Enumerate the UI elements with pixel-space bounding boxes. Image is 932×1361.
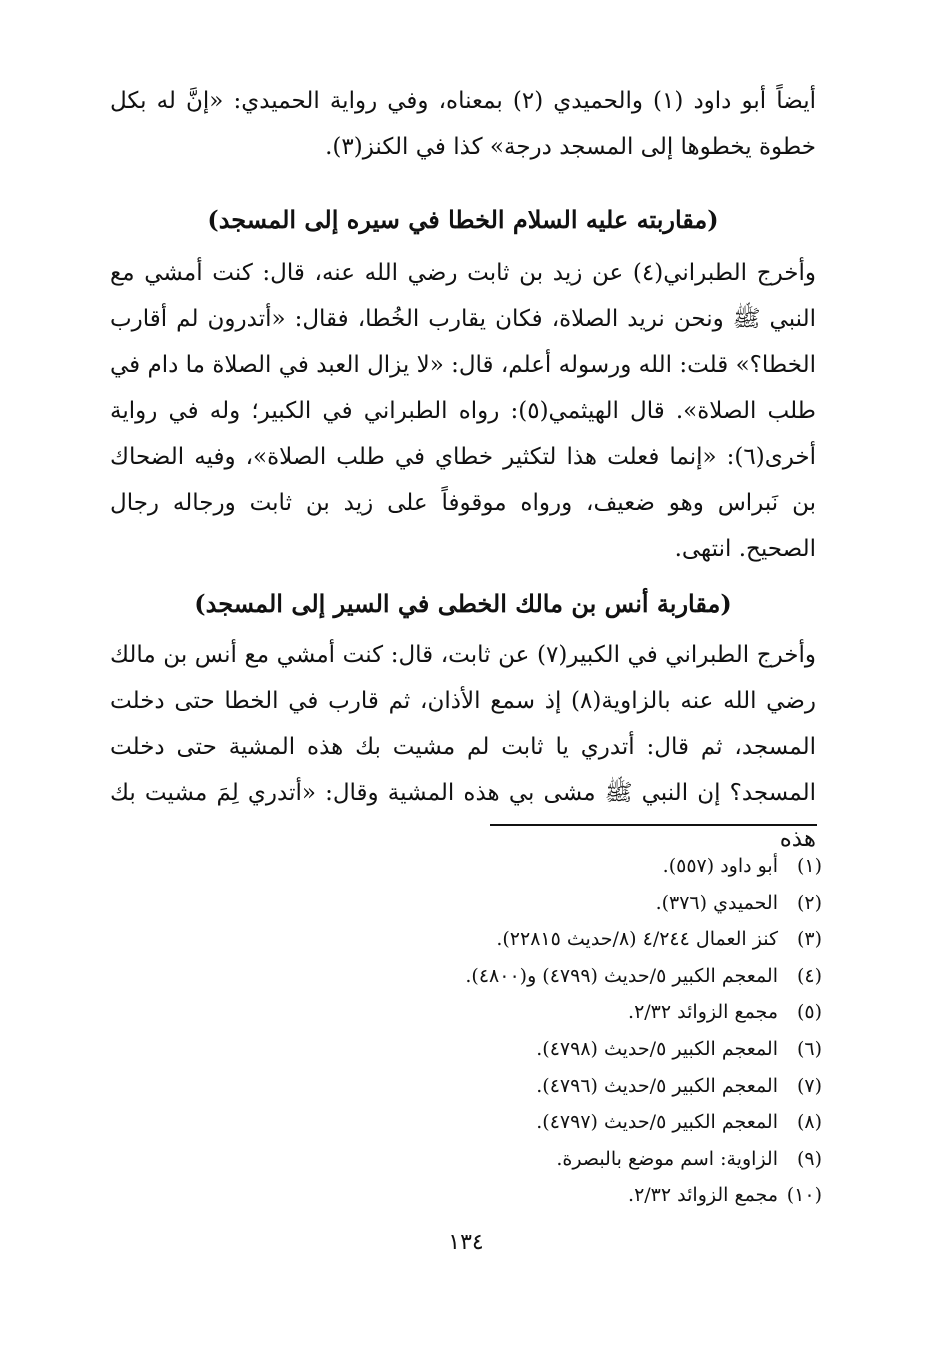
section-heading-1: (مقاربته عليه السلام الخطا في سيره إلى المسجد) xyxy=(207,205,719,234)
footnote-text: مجمع الزوائد ٢/٣٢. xyxy=(628,1001,778,1024)
footnote-text: أبو داود (٥٥٧). xyxy=(662,855,778,877)
footnote-number: (٤) xyxy=(796,964,822,987)
footnote-number: (٧) xyxy=(796,1074,822,1097)
footnote-item xyxy=(302,1177,822,1214)
footnote-text: الزاوية: اسم موضع بالبصرة. xyxy=(556,1147,778,1170)
footnote-number: (٨) xyxy=(796,1111,822,1134)
footnote-text: المعجم الكبير ٥/حديث (٤٧٩٧). xyxy=(536,1111,778,1134)
footnote-item xyxy=(302,1068,822,1105)
footnote-text: كنز العمال ٤/٢٤٤ (٨/حديث ٢٢٨١٥). xyxy=(496,928,778,951)
footnote-item xyxy=(302,958,822,995)
section-heading-2: (مقاربة أنس بن مالك الخطى في السير إلى المسجد) xyxy=(194,589,732,618)
footnote-number: (٥) xyxy=(796,1001,822,1024)
footnote-text: المعجم الكبير ٥/حديث (٤٧٩٦). xyxy=(536,1074,778,1097)
footnote-item xyxy=(302,885,822,922)
footnote-item xyxy=(302,1104,822,1141)
paragraph-3: وأخرج الطبراني في الكبير(٧) عن ثابت، قال: كنت أمشي مع أنس بن مالك رضي الله عنه بالزاوية(٨) إذ سمع الأذان، ثم قارب في الخطا حتى دخلت المسجد، ثم قال: أتدري يا ثابت لم مشيت بك هذه المشية حتى دخلت المسجد؟ إن النبي ﷺ مشى بي هذه المشية وقال: «أتدري لِمَ مشيت بك هذه xyxy=(110,642,816,852)
paragraph-1: أيضاً أبو داود (١) والحميدي (٢) بمعناه، وفي رواية الحميدي: «إنَّ له بكل خطوة يخطوها إلى المسجد درجة» كذا في الكنز(٣). xyxy=(110,88,817,160)
footnote-number: (١٠) xyxy=(786,1184,822,1207)
footnote-text: الحميدي (٣٧٦). xyxy=(655,891,778,914)
footnote-number: (٣) xyxy=(796,928,822,951)
footnote-number: (١) xyxy=(796,855,822,877)
footnotes-list xyxy=(302,848,822,1214)
page-number: ١٣٤ xyxy=(448,1230,484,1255)
footnote-text: مجمع الزوائد ٢/٣٢. xyxy=(628,1184,778,1207)
footnote-text: المعجم الكبير ٥/حديث (٤٧٩٩) و(٤٨٠٠). xyxy=(465,964,778,987)
footnote-separator xyxy=(490,824,817,826)
footnote-number: (٢) xyxy=(796,891,822,914)
footnote-item xyxy=(302,994,822,1031)
footnote-text: المعجم الكبير ٥/حديث (٤٧٩٨). xyxy=(536,1037,778,1060)
footnote-number: (٦) xyxy=(796,1037,822,1060)
footnote-item xyxy=(302,1141,822,1178)
footnote-item xyxy=(302,848,822,885)
footnote-item xyxy=(302,1031,822,1068)
paragraph-2: وأخرج الطبراني(٤) عن زيد بن ثابت رضي الله عنه، قال: كنت أمشي مع النبي ﷺ ونحن نريد الصلاة، فكان يقارب الخُطا، فقال: «أتدرون لم أقارب الخطا؟» قلت: الله ورسوله أعلم، قال: «لا يزال العبد في الصلاة ما دام في طلب الصلاة». قال الهيثمي(٥): رواه الطبراني في الكبير؛ وله في رواية أخرى(٦): «إنما فعلت هذا لتكثير خطاي في طلب الصلاة»، وفيه الضحاك بن نَبراس وهو ضعيف، ورواه موقوفاً على زيد بن ثابت ورجاله رجال الصحيح. انتهى. xyxy=(110,260,816,562)
footnote-item xyxy=(302,921,822,958)
footnote-number: (٩) xyxy=(796,1147,822,1170)
